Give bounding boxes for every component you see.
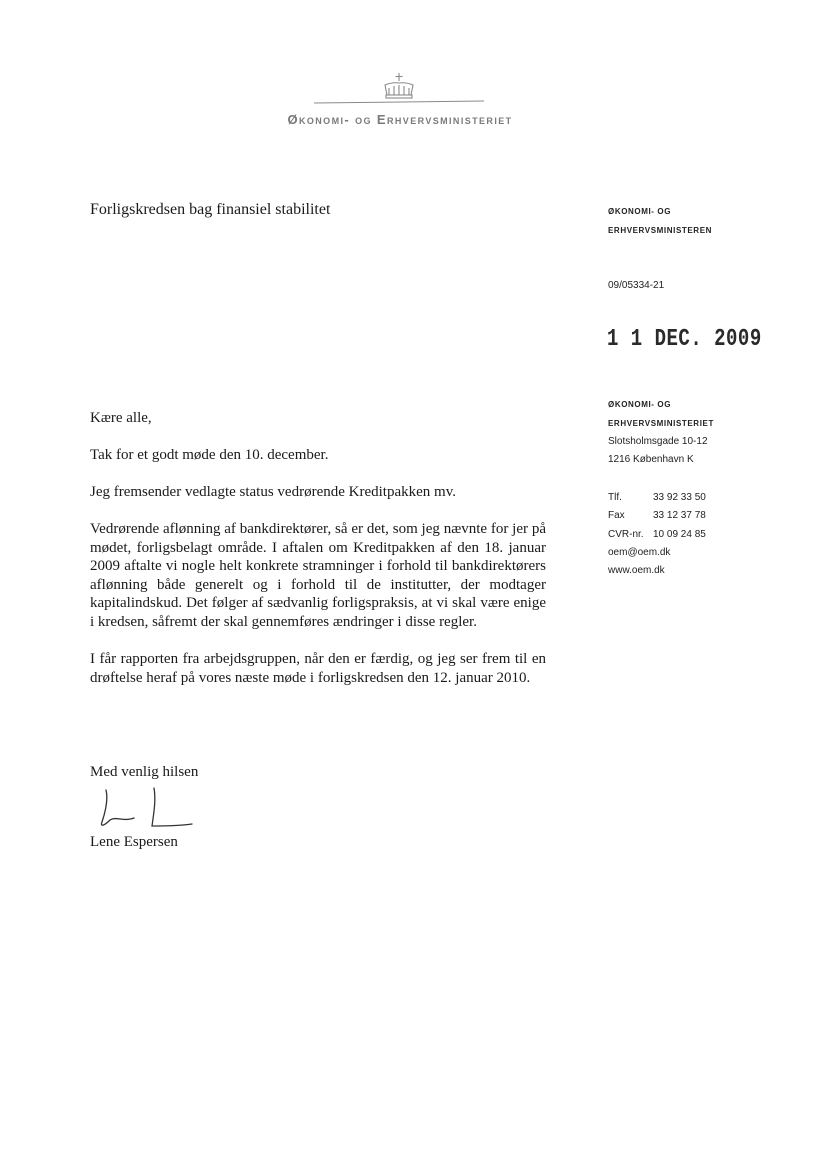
contact-value: 33 92 33 50 xyxy=(653,492,706,503)
contact-website: www.oem.dk xyxy=(608,565,665,576)
signer-name: Lene Espersen xyxy=(90,834,178,850)
paragraph-enclosure: Jeg fremsender vedlagte status vedrørende Kreditpakken mv. xyxy=(90,484,456,500)
closing: Med venlig hilsen xyxy=(90,764,199,780)
sender-org-line1: ØKONOMI- OG xyxy=(608,207,672,216)
address-street: Slotsholmsgade 10-12 xyxy=(608,436,708,447)
contact-phone xyxy=(608,492,706,503)
address-city: 1216 København K xyxy=(608,454,694,465)
crown-crest-icon xyxy=(314,70,484,110)
contact-value: 10 09 24 85 xyxy=(653,529,706,540)
salutation: Kære alle, xyxy=(90,410,152,426)
contact-label: Fax xyxy=(608,510,625,521)
contact-label: Tlf. xyxy=(608,492,622,503)
contact-cvr xyxy=(608,529,706,540)
contact-label: CVR-nr. xyxy=(608,529,644,540)
reference-number: 09/05334-21 xyxy=(608,280,665,291)
address-org-line1: ØKONOMI- OG xyxy=(608,400,672,409)
sender-org-line2: ERHVERVSMINISTEREN xyxy=(608,226,713,235)
paragraph-remuneration: Vedrørende aflønning af bankdirektører, så er det, som jeg nævnte for jer på mødet, forligsbelagt område. I aftalen om Kreditpakken af den 18. januar 2009 aftalte vi nogle helt konkrete stramninger i forhold til bankdirektørers aflønning både generelt og i forhold til de institutter, der modtager kapitalindskud. Det følger af sædvanlig forligspraksis, at vi skal være enige i kredsen, såfremt der skal gennemføres ændringer i disse regler. xyxy=(90,521,546,630)
signature-mark xyxy=(92,786,202,832)
contact-value: 33 12 37 78 xyxy=(653,510,706,521)
address-org-line2: ERHVERVSMINISTERIET xyxy=(608,419,714,428)
contact-email: oem@oem.dk xyxy=(608,547,671,558)
paragraph-thanks: Tak for et godt møde den 10. december. xyxy=(90,447,329,463)
contact-fax xyxy=(608,510,706,521)
ministry-name: Økonomi- og Erhvervsministeriet xyxy=(287,112,513,127)
paragraph-report: I får rapporten fra arbejdsgruppen, når den er færdig, og jeg ser frem til en drøftelse heraf på vores næste møde i forligskredsen den 12. januar 2010. xyxy=(90,651,546,686)
recipient: Forligskredsen bag finansiel stabilitet xyxy=(90,201,331,218)
date-stamp: 1 1 DEC. 2009 xyxy=(607,325,762,353)
